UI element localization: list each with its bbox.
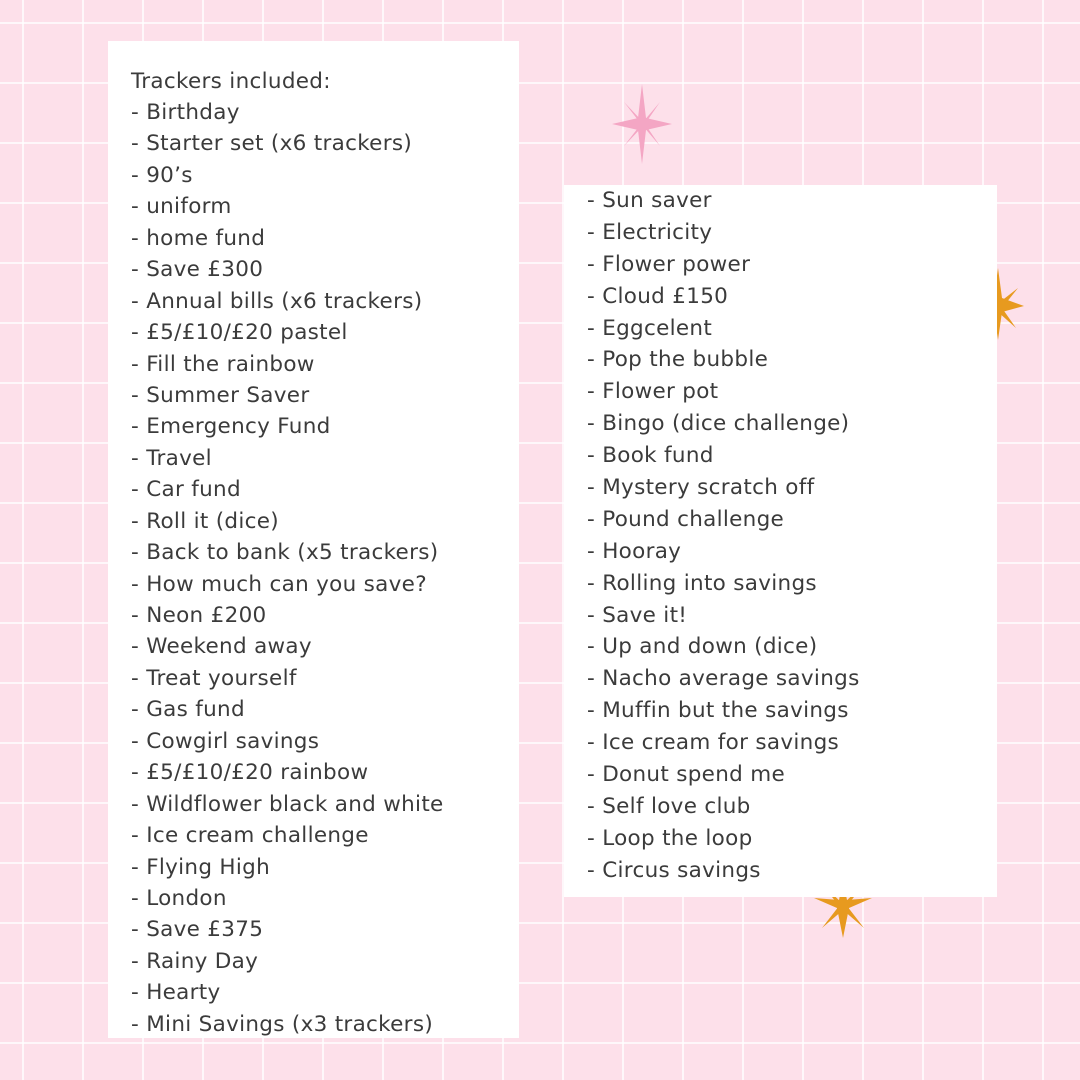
tracker-item: - £5/£10/£20 pastel: [131, 320, 348, 346]
trackers-list-right: [587, 185, 860, 887]
tracker-item: - Weekend away: [131, 634, 312, 660]
tracker-item: - Nacho average savings: [587, 666, 860, 692]
tracker-item: - Cowgirl savings: [131, 728, 320, 754]
tracker-item: - Annual bills (x6 trackers): [131, 288, 423, 314]
tracker-item: - Wildflower black and white: [131, 791, 444, 817]
tracker-item: - Summer Saver: [131, 382, 310, 408]
tracker-item: - Rolling into savings: [587, 570, 817, 596]
trackers-list-left: [131, 97, 444, 1040]
tracker-item: - Gas fund: [131, 697, 245, 723]
tracker-item: - Treat yourself: [131, 665, 297, 691]
tracker-item: - Birthday: [131, 100, 240, 125]
tracker-item: - Book fund: [587, 443, 714, 469]
tracker-item: - Save £300: [131, 257, 264, 283]
tracker-item: - Rainy Day: [131, 948, 259, 974]
tracker-item: - Roll it (dice): [131, 508, 279, 534]
tracker-item: - Mini Savings (x3 trackers): [131, 1011, 434, 1037]
tracker-item: - Donut spend me: [587, 762, 785, 788]
tracker-item: - Flower pot: [587, 379, 719, 405]
tracker-item: - Hearty: [131, 980, 221, 1006]
tracker-item: - Save it!: [587, 602, 688, 628]
tracker-item: - Loop the loop: [587, 825, 753, 851]
pink-sparkle-star-icon: [612, 84, 672, 164]
tracker-item: - Pop the bubble: [587, 347, 769, 373]
tracker-item: - Ice cream challenge: [131, 823, 369, 849]
tracker-item: - uniform: [131, 194, 232, 220]
tracker-item: - Flower power: [587, 251, 751, 277]
tracker-item: - Car fund: [131, 477, 241, 503]
tracker-item: - £5/£10/£20 rainbow: [131, 760, 369, 786]
tracker-item: - Hooray: [587, 538, 682, 564]
tracker-item: - Electricity: [587, 219, 713, 245]
tracker-item: - Fill the rainbow: [131, 351, 315, 377]
tracker-item: - London: [131, 885, 227, 911]
tracker-item: - home fund: [131, 225, 266, 251]
tracker-item: - 90’s: [131, 162, 193, 188]
tracker-item: - Ice cream for savings: [587, 730, 840, 756]
trackers-heading: Trackers included:: [131, 69, 331, 94]
tracker-item: - Travel: [131, 445, 212, 471]
tracker-item: - Mystery scratch off: [587, 475, 815, 501]
tracker-item: - Eggcelent: [587, 315, 713, 341]
tracker-item: - Flying High: [131, 854, 271, 880]
tracker-item: - Save £375: [131, 917, 264, 943]
tracker-item: - Back to bank (x5 trackers): [131, 540, 439, 566]
tracker-item: - How much can you save?: [131, 571, 427, 597]
tracker-item: - Emergency Fund: [131, 414, 331, 440]
tracker-item: - Muffin but the savings: [587, 698, 849, 724]
tracker-item: - Up and down (dice): [587, 634, 818, 660]
tracker-item: - Starter set (x6 trackers): [131, 131, 413, 157]
tracker-item: - Sun saver: [587, 188, 712, 213]
tracker-item: - Bingo (dice challenge): [587, 411, 850, 437]
tracker-item: - Pound challenge: [587, 506, 785, 532]
tracker-item: - Self love club: [587, 793, 751, 819]
tracker-item: - Neon £200: [131, 603, 267, 628]
tracker-item: - Cloud £150: [587, 283, 729, 309]
tracker-item: - Circus savings: [587, 857, 761, 883]
